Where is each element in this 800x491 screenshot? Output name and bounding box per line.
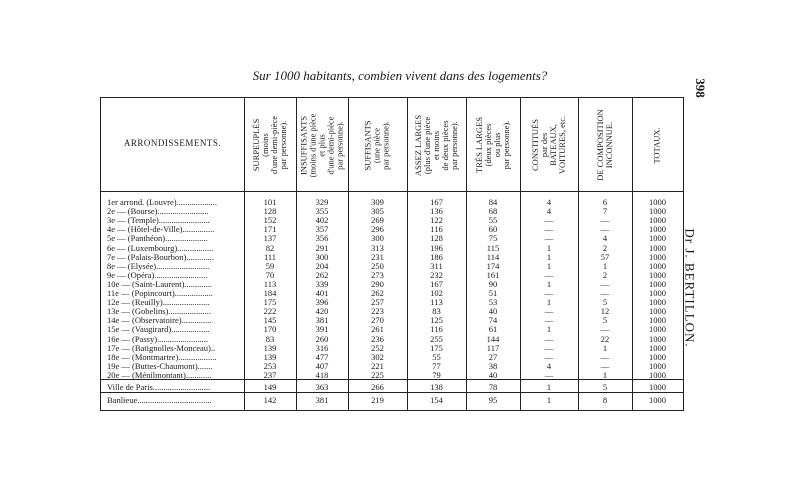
table-cell: 236 [371,333,384,344]
table-cell: — [544,215,554,226]
table-cell: 357 [315,224,329,235]
table-cell: — [600,360,610,371]
table-cell: 83 [265,333,275,344]
table-cell: 144 [486,333,500,344]
table-cell: 1000 [649,197,666,207]
table-cell: 12 [600,306,610,317]
table-cell: 401 [315,288,329,298]
column-header-label: INSUFFISANTS (moins d'une pièce et plus d'une demi-pièce par personne). [298,113,345,177]
table-cell: 329 [315,197,329,207]
table-cell: 262 [371,288,384,298]
table-cell: 113 [430,297,443,308]
table-cell: 79 [432,369,441,380]
row-label: 1er arrond. (Louvre)................... [107,197,217,207]
column-header [578,100,632,190]
paris-bottom-rule [101,392,683,393]
row-label: 6e — (Luxembourg)................. [107,242,214,253]
table-cell: 82 [265,242,275,253]
column-header [348,100,407,190]
header-rule [101,191,683,192]
table-cell: 255 [430,333,443,344]
table-cell: 252 [371,342,384,353]
column-header-label: TRÈS LARGES (deux pièces ou plus par personne). [474,117,511,173]
page-title: Sur 1000 habitants, combien vivent dans des logements? [252,68,548,83]
table-cell: 1000 [649,269,666,280]
row-label: 2e — (Bourse)........................ [107,206,209,217]
table-cell: — [600,324,610,335]
table-cell: 122 [430,215,443,226]
table-cell: 257 [371,297,384,308]
table-cell: 145 [263,315,277,326]
column-header-label: DE COMPOSITION INCONNUE. [595,109,615,181]
table-cell: 1000 [649,251,666,262]
table-cell: 1000 [649,278,666,289]
table-cell: — [600,215,610,226]
column-header [407,100,466,190]
table-cell: 27 [488,351,498,362]
table-cell: 237 [263,369,277,380]
table-cell: 2 [602,269,608,280]
table-cell: 300 [371,233,384,244]
row-label: 14e — (Observatoire).............. [107,315,212,326]
table-cell: 222 [263,306,277,317]
table-cell: 1000 [649,206,666,217]
row-label: 19e — (Buttes-Chaumont)....... [107,360,213,371]
table-cell: 128 [430,233,443,244]
table-cell: 309 [371,197,384,207]
arrondissements-header: ARRONDISSEMENTS. [123,138,222,148]
table-cell: 22 [600,333,610,344]
table-cell: 407 [315,360,329,371]
table-cell: 270 [371,315,384,326]
table-cell: 311 [430,260,443,271]
table-cell: 1 [546,324,552,335]
column-header-label: ASSEZ LARGES (plus d'une pièce et moins de deux pièces par personne). [413,114,460,176]
table-cell: 1 [546,395,552,405]
table-cell: 149 [263,382,277,392]
table-cell: 253 [263,360,277,371]
table-cell: 61 [488,324,498,335]
table-cell: 5 [602,382,608,392]
table-cell: 4 [546,360,552,371]
table-cell: 363 [315,382,329,392]
table-cell: 225 [371,369,384,380]
table-cell: 142 [263,395,277,405]
table-cell: 113 [263,278,277,289]
table-cell: 4 [546,197,552,207]
table-cell: — [544,269,554,280]
table-cell: 55 [488,215,498,226]
table-cell: 250 [371,260,384,271]
table-cell: 196 [430,242,443,253]
table-cell: 83 [432,306,441,317]
table-cell: 269 [371,215,384,226]
table-cell: 5 [602,315,608,326]
table-cell: 184 [263,288,277,298]
paris-rule [101,379,683,380]
table-cell: 1 [546,382,552,392]
row-label: Banlieue................................... [107,395,212,405]
table-cell: 1 [546,251,552,262]
table-cell: 84 [488,197,498,207]
table-cell: 125 [430,315,443,326]
table-cell: 6 [602,197,608,207]
table-cell: 296 [371,224,384,235]
row-label: 3e — (Temple)........................ [107,215,210,226]
table-cell: 175 [430,342,443,353]
row-label: 11e — (Popincourt).................. [107,288,213,298]
table-cell: 1000 [649,351,666,362]
table-cell: — [544,288,554,298]
table-cell: 1000 [649,260,666,271]
table-cell: 219 [371,395,384,405]
table-cell: 305 [371,206,384,217]
column-header [244,100,296,190]
table-cell: 154 [430,395,443,405]
table-cell: 316 [315,342,329,353]
table-cell: 60 [488,224,498,235]
table-cell: 291 [315,242,329,253]
table-cell: 137 [263,233,277,244]
column-header-label: SURPEUPLÉS (moins d'une demi-pièce par personne). [251,116,288,174]
table-cell: 1 [602,260,608,271]
table-cell: 232 [430,269,443,280]
table-cell: 171 [263,224,277,235]
table-cell: 1000 [649,333,666,344]
table-cell: — [544,333,554,344]
table-cell: — [544,224,554,235]
table-cell: 339 [315,278,329,289]
table-cell: 300 [315,251,329,262]
row-label: 7e — (Palais-Bourbon)............. [107,251,214,262]
table-cell: 402 [315,215,329,226]
column-header [466,100,520,190]
table-cell: 115 [486,242,500,253]
table-cell: — [544,315,554,326]
table-cell: 1000 [649,297,666,308]
column-header [632,100,683,190]
table-cell: 53 [488,297,498,308]
table-cell: 8 [602,395,608,405]
table-cell: 59 [265,260,275,271]
row-label: 12e — (Reuilly)...................... [107,297,210,308]
table-cell: 1 [602,369,608,380]
table-cell: 1 [546,242,552,253]
table-cell: 5 [602,297,608,308]
table-cell: — [600,224,610,235]
table-cell: 70 [265,269,275,280]
row-label: 13e — (Gobelins).................... [107,306,211,317]
table-cell: 381 [315,315,329,326]
table-cell: 136 [430,206,443,217]
row-label: 10e — (Saint-Laurent)............. [107,278,213,289]
table-cell: 40 [488,306,498,317]
table-cell: 1000 [649,306,666,317]
row-label: 18e — (Montmartre).................. [107,351,217,362]
table-cell: 186 [430,251,443,262]
row-label: 9e — (Opéra)......................... [107,269,208,280]
table-cell: 40 [488,369,498,380]
table-cell: 261 [371,324,384,335]
row-label: 20e — (Ménilmontant)............ [107,369,212,380]
table-cell: 128 [263,206,277,217]
table-cell: 152 [263,215,277,226]
table-cell: 170 [263,324,277,335]
table-cell: 78 [488,382,498,392]
table-cell: 1 [602,342,608,353]
table-cell: 1000 [649,215,666,226]
table-cell: 116 [430,324,443,335]
table-cell: 1000 [649,288,666,298]
table-cell: 1000 [649,224,666,235]
table-cell: 1000 [649,233,666,244]
table-cell: 1 [546,260,552,271]
table-cell: 4 [602,233,608,244]
column-header [296,100,348,190]
table-cell: 355 [315,206,329,217]
table-cell: 116 [430,224,443,235]
row-label: 8e — (Elysée)......................... [107,260,210,271]
table-cell: 313 [371,242,384,253]
table-cell: 174 [486,260,500,271]
row-label: 16e — (Passy)........................ [107,333,209,344]
table-cell: 290 [371,278,384,289]
table-cell: 55 [432,351,441,362]
table-cell: 1000 [649,324,666,335]
table-cell: 1000 [649,360,666,371]
table-cell: 418 [315,369,329,380]
table-cell: 1000 [649,342,666,353]
statistics-table [100,97,684,411]
column-header-label: SUFFISANTS (une pièce par personne). [362,119,391,171]
table-cell: 420 [315,306,329,317]
table-cell: 223 [371,306,384,317]
row-label: Ville de Paris........................... [107,382,211,392]
table-cell: 204 [315,260,329,271]
table-cell: 4 [546,206,552,217]
table-cell: 95 [488,395,498,405]
table-cell: — [544,369,554,380]
table-cell: — [600,288,610,298]
running-head: Dr J. BERTILLON. [682,228,698,348]
table-cell: 175 [263,297,277,308]
table-cell: 231 [371,251,384,262]
table-cell: 111 [263,251,277,262]
column-header-label: CONSTITUÉS par des BATEAUX, VOITURES, etc. [530,115,567,175]
table-cell: 57 [600,251,610,262]
table-cell: 38 [488,360,498,371]
table-cell: 260 [315,333,329,344]
table-cell: 117 [486,342,500,353]
table-cell: 221 [371,360,384,371]
table-cell: 77 [432,360,441,371]
table-cell: 356 [315,233,329,244]
table-cell: — [544,342,554,353]
table-cell: 74 [488,315,498,326]
row-label: 15e — (Vaugirard).................. [107,324,210,335]
row-label: 4e — (Hôtel-de-Ville)............... [107,224,215,235]
table-cell: 302 [371,351,384,362]
table-cell: 1000 [649,369,666,380]
table-cell: — [544,306,554,317]
table-cell: 139 [263,351,277,362]
table-cell: 1 [546,297,552,308]
table-cell: — [544,233,554,244]
table-cell: 1000 [649,382,666,392]
table-cell: 396 [315,297,329,308]
table-cell: 161 [486,269,500,280]
row-label: 17e — (Batignolles-Monceau).. [107,342,216,353]
table-cell: 167 [430,197,443,207]
table-cell: 114 [486,251,500,262]
table-cell: 391 [315,324,329,335]
table-cell: 1000 [649,315,666,326]
table-cell: 2 [602,242,608,253]
table-cell: 75 [488,233,498,244]
table-cell: 266 [371,382,384,392]
table-cell: 102 [430,288,443,298]
table-cell: 68 [488,206,498,217]
table-cell: 1 [546,278,552,289]
table-cell: 167 [430,278,443,289]
table-cell: — [600,351,610,362]
row-label: 5e — (Panthéon).................... [107,233,208,244]
table-cell: 139 [263,342,277,353]
table-cell: 138 [430,382,443,392]
table-cell: 1000 [649,395,666,405]
table-cell: 90 [488,278,498,289]
table-cell: 51 [488,288,498,298]
table-cell: 1000 [649,242,666,253]
table-cell: 273 [371,269,384,280]
table-cell: 381 [315,395,329,405]
table-cell: 7 [602,206,608,217]
table-cell: 101 [263,197,277,207]
page-number: 398 [692,78,708,98]
table-cell: 477 [315,351,329,362]
column-header [520,100,578,190]
table-cell: — [544,351,554,362]
column-header-label: TOTAUX. [651,126,662,164]
table-cell: — [600,278,610,289]
table-cell: 262 [315,269,329,280]
